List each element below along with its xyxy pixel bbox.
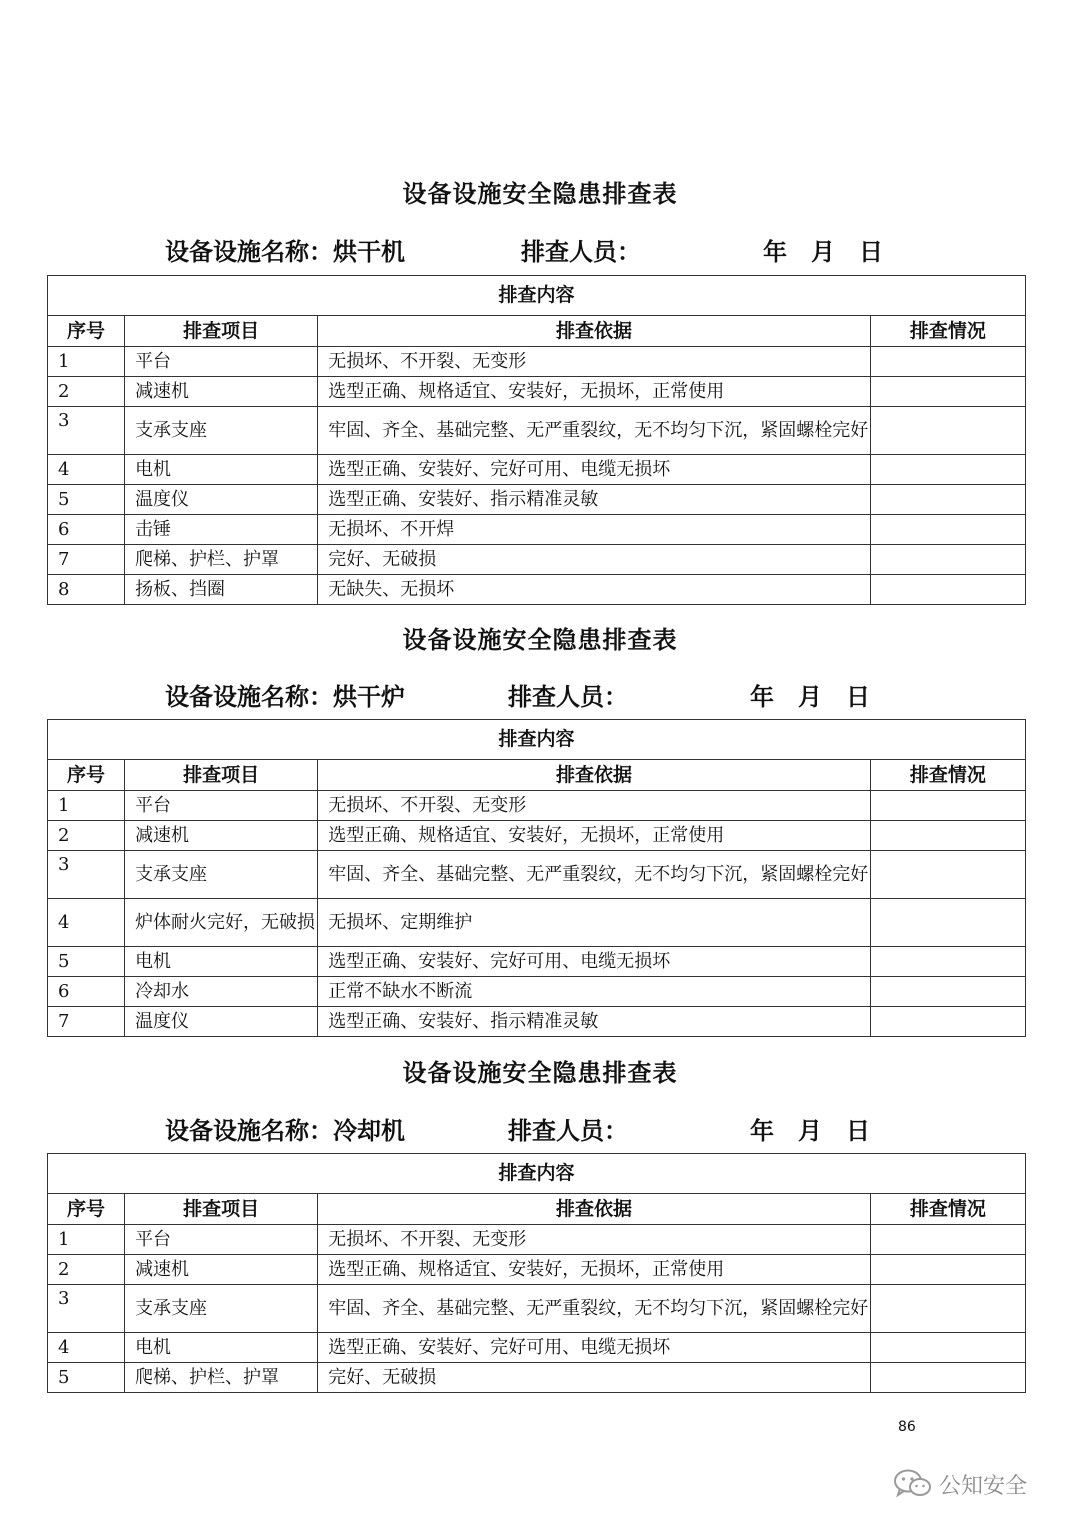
status-cell[interactable] xyxy=(870,485,1025,515)
col-no-header: 序号 xyxy=(48,316,125,347)
equipment-name: 设备设施名称：烘干炉 xyxy=(165,682,405,711)
col-status-header: 排查情况 xyxy=(870,316,1025,347)
col-status-header: 排查情况 xyxy=(870,1194,1025,1225)
status-cell[interactable] xyxy=(870,821,1025,851)
status-cell[interactable] xyxy=(870,1285,1025,1333)
status-cell[interactable] xyxy=(870,347,1025,377)
inspector-label: 排查人员： xyxy=(521,237,641,266)
date-label: 年 月 日 xyxy=(750,682,870,711)
inspection-table-3 xyxy=(47,1153,1026,1393)
inspector-label: 排查人员： xyxy=(508,1116,628,1145)
table-row: 1 平台 无损坏、不开裂、无变形 xyxy=(48,791,1026,821)
section-2-title: 设备设施安全隐患排查表 xyxy=(402,625,678,654)
table-row: 2 减速机 选型正确、规格适宜、安装好，无损坏，正常使用 xyxy=(48,1255,1026,1285)
status-cell[interactable] xyxy=(870,1255,1025,1285)
status-cell[interactable] xyxy=(870,1225,1025,1255)
status-cell[interactable] xyxy=(870,977,1025,1007)
table-row: 3 支承支座 牢固、齐全、基础完整、无严重裂纹，无不均匀下沉，紧固螺栓完好 xyxy=(48,407,1026,455)
page-number: 86 xyxy=(898,1419,916,1435)
col-no-header: 序号 xyxy=(48,1194,125,1225)
col-item-header: 排查项目 xyxy=(125,316,318,347)
col-basis-header: 排查依据 xyxy=(318,760,871,791)
status-cell[interactable] xyxy=(870,947,1025,977)
section-3-title: 设备设施安全隐患排查表 xyxy=(402,1058,678,1087)
table-row: 2 减速机 选型正确、规格适宜、安装好，无损坏，正常使用 xyxy=(48,377,1026,407)
table-row: 4 炉体耐火完好，无破损 无损坏、定期维护 xyxy=(48,899,1026,947)
table-row: 3 支承支座 牢固、齐全、基础完整、无严重裂纹，无不均匀下沉，紧固螺栓完好 xyxy=(48,851,1026,899)
status-cell[interactable] xyxy=(870,575,1025,605)
status-cell[interactable] xyxy=(870,407,1025,455)
table-row: 8 扬板、挡圈 无缺失、无损坏 xyxy=(48,575,1026,605)
table-row: 5 电机 选型正确、安装好、完好可用、电缆无损坏 xyxy=(48,947,1026,977)
equipment-name: 设备设施名称：烘干机 xyxy=(165,237,405,266)
status-cell[interactable] xyxy=(870,377,1025,407)
col-basis-header: 排查依据 xyxy=(318,316,871,347)
equipment-name: 设备设施名称：冷却机 xyxy=(165,1116,405,1145)
content-header: 排查内容 xyxy=(48,720,1026,760)
inspector-label: 排查人员： xyxy=(508,682,628,711)
status-cell[interactable] xyxy=(870,851,1025,899)
table-row: 7 温度仪 选型正确、安装好、指示精准灵敏 xyxy=(48,1007,1026,1037)
table-row: 5 爬梯、护栏、护罩 完好、无破损 xyxy=(48,1363,1026,1393)
col-basis-header: 排查依据 xyxy=(318,1194,871,1225)
table-row: 5 温度仪 选型正确、安装好、指示精准灵敏 xyxy=(48,485,1026,515)
status-cell[interactable] xyxy=(870,1363,1025,1393)
inspection-table-1 xyxy=(47,275,1026,605)
status-cell[interactable] xyxy=(870,455,1025,485)
content-header: 排查内容 xyxy=(48,276,1026,316)
table-row: 1 平台 无损坏、不开裂、无变形 xyxy=(48,1225,1026,1255)
table-row: 7 爬梯、护栏、护罩 完好、无破损 xyxy=(48,545,1026,575)
status-cell[interactable] xyxy=(870,1007,1025,1037)
table-row: 6 击锤 无损坏、不开焊 xyxy=(48,515,1026,545)
col-item-header: 排查项目 xyxy=(125,760,318,791)
status-cell[interactable] xyxy=(870,515,1025,545)
section-1-title: 设备设施安全隐患排查表 xyxy=(402,179,678,208)
table-row: 1 平台 无损坏、不开裂、无变形 xyxy=(48,347,1026,377)
table-row: 3 支承支座 牢固、齐全、基础完整、无严重裂纹，无不均匀下沉，紧固螺栓完好 xyxy=(48,1285,1026,1333)
date-label: 年 月 日 xyxy=(763,237,883,266)
col-item-header: 排查项目 xyxy=(125,1194,318,1225)
status-cell[interactable] xyxy=(870,899,1025,947)
date-label: 年 月 日 xyxy=(750,1116,870,1145)
watermark-text: 公知安全 xyxy=(939,1473,1028,1499)
table-row: 4 电机 选型正确、安装好、完好可用、电缆无损坏 xyxy=(48,455,1026,485)
status-cell[interactable] xyxy=(870,791,1025,821)
status-cell[interactable] xyxy=(870,1333,1025,1363)
wechat-icon xyxy=(893,1468,933,1500)
watermark xyxy=(893,1466,1027,1502)
table-row: 4 电机 选型正确、安装好、完好可用、电缆无损坏 xyxy=(48,1333,1026,1363)
table-row: 6 冷却水 正常不缺水不断流 xyxy=(48,977,1026,1007)
content-header: 排查内容 xyxy=(48,1154,1026,1194)
status-cell[interactable] xyxy=(870,545,1025,575)
col-no-header: 序号 xyxy=(48,760,125,791)
table-row: 2 减速机 选型正确、规格适宜、安装好，无损坏，正常使用 xyxy=(48,821,1026,851)
col-status-header: 排查情况 xyxy=(870,760,1025,791)
inspection-table-2 xyxy=(47,719,1026,1037)
